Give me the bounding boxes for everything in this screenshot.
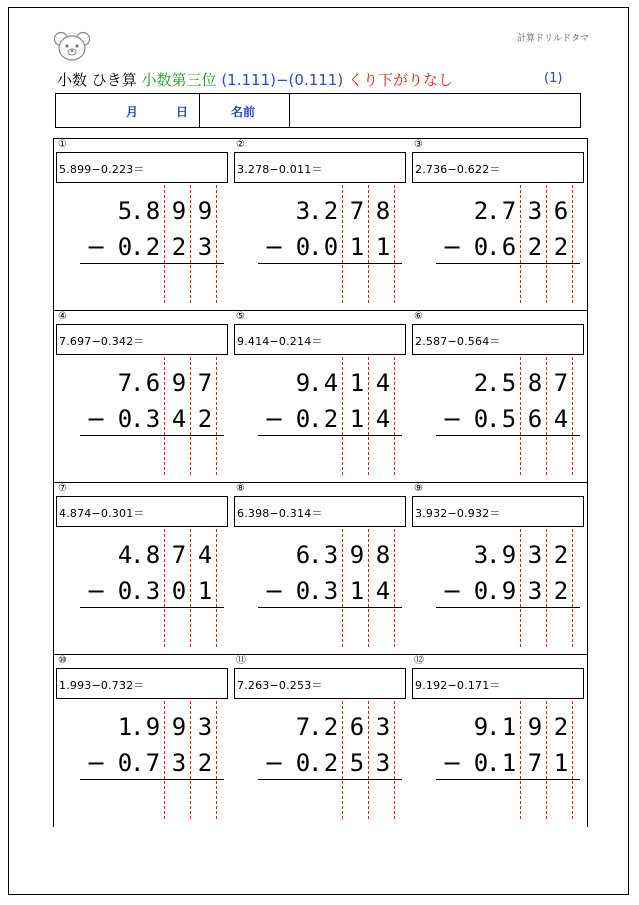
problem-cell bbox=[410, 483, 588, 655]
minuend-digit: 9 bbox=[171, 369, 187, 397]
answer-line bbox=[436, 779, 580, 780]
subtrahend-digit: 0 bbox=[295, 233, 311, 261]
month-label: 月 bbox=[126, 105, 139, 119]
minuend-digit: 7 bbox=[349, 197, 365, 225]
subtrahend-digit: 9 bbox=[501, 577, 517, 605]
answer-area[interactable] bbox=[80, 611, 224, 647]
bear-face-icon bbox=[52, 30, 92, 62]
subtrahend-digit: 3 bbox=[145, 577, 161, 605]
subtrahend-digit: 3 bbox=[323, 577, 339, 605]
minuend-digit: 6 bbox=[349, 713, 365, 741]
problem-expression: 7.263−0.253＝ bbox=[234, 668, 406, 699]
problem-expression: 7.697−0.342＝ bbox=[56, 324, 228, 355]
minuend-digit: 4 bbox=[323, 369, 339, 397]
problem-cell bbox=[410, 655, 588, 827]
problem-cell bbox=[232, 311, 410, 483]
minuend-digit: 2 bbox=[323, 713, 339, 741]
problem-expression: 9.414−0.214＝ bbox=[234, 324, 406, 355]
answer-area[interactable] bbox=[258, 267, 402, 303]
minuend-digit: 7 bbox=[501, 197, 517, 225]
decimal-point: . bbox=[130, 369, 145, 397]
minuend-digit: 6 bbox=[295, 541, 311, 569]
subtrahend-digit: 1 bbox=[501, 749, 517, 777]
problem-grid bbox=[53, 138, 588, 827]
minuend-digit: 9 bbox=[295, 369, 311, 397]
minus-sign: − bbox=[264, 577, 285, 605]
decimal-point: . bbox=[130, 541, 145, 569]
minuend-digit: 3 bbox=[295, 197, 311, 225]
subtrahend-digit: 0 bbox=[117, 749, 133, 777]
minus-sign: − bbox=[442, 405, 463, 433]
minuend-digit: 7 bbox=[197, 369, 213, 397]
minus-sign: − bbox=[442, 577, 463, 605]
minuend-digit: 2 bbox=[553, 541, 569, 569]
answer-line bbox=[80, 263, 224, 264]
subtrahend-digit: 2 bbox=[171, 233, 187, 261]
decimal-point: . bbox=[308, 749, 323, 777]
problem-expression: 9.192−0.171＝ bbox=[412, 668, 584, 699]
subtrahend-digit: 4 bbox=[171, 405, 187, 433]
title-format: (1.111)−(0.111) bbox=[221, 71, 348, 89]
decimal-point: . bbox=[130, 405, 145, 433]
decimal-point: . bbox=[308, 541, 323, 569]
problem-number: ④ bbox=[58, 311, 67, 322]
answer-line bbox=[258, 607, 402, 608]
subtrahend-digit: 0 bbox=[473, 749, 489, 777]
problem-cell bbox=[410, 311, 588, 483]
minuend-digit: 8 bbox=[375, 541, 391, 569]
problem-cell bbox=[232, 655, 410, 827]
subtrahend-digit: 6 bbox=[527, 405, 543, 433]
answer-area[interactable] bbox=[436, 783, 580, 819]
answer-area[interactable] bbox=[80, 439, 224, 475]
subtrahend-digit: 3 bbox=[171, 749, 187, 777]
minuend-digit: 8 bbox=[527, 369, 543, 397]
minus-sign: − bbox=[86, 233, 107, 261]
subtrahend-digit: 3 bbox=[145, 405, 161, 433]
answer-line bbox=[80, 779, 224, 780]
minus-sign: − bbox=[86, 577, 107, 605]
minuend-digit: 9 bbox=[145, 713, 161, 741]
subtrahend-digit: 2 bbox=[323, 749, 339, 777]
subtrahend-digit: 1 bbox=[349, 405, 365, 433]
decimal-point: . bbox=[308, 713, 323, 741]
subtrahend-digit: 0 bbox=[295, 577, 311, 605]
subtrahend-digit: 0 bbox=[117, 405, 133, 433]
worksheet-title bbox=[57, 69, 453, 90]
title-level: 小数第三位 bbox=[141, 71, 222, 89]
subtrahend-digit: 3 bbox=[197, 233, 213, 261]
minuend-digit: 7 bbox=[295, 713, 311, 741]
minuend-digit: 9 bbox=[501, 541, 517, 569]
decimal-point: . bbox=[308, 405, 323, 433]
subtrahend-digit: 5 bbox=[501, 405, 517, 433]
problem-expression: 2.736−0.622＝ bbox=[412, 152, 584, 183]
answer-area[interactable] bbox=[80, 783, 224, 819]
minus-sign: − bbox=[442, 749, 463, 777]
answer-area[interactable] bbox=[258, 439, 402, 475]
answer-area[interactable] bbox=[258, 783, 402, 819]
subtrahend-digit: 0 bbox=[117, 233, 133, 261]
minuend-digit: 3 bbox=[375, 713, 391, 741]
problem-cell bbox=[232, 139, 410, 311]
subtrahend-digit: 2 bbox=[553, 577, 569, 605]
answer-line bbox=[80, 435, 224, 436]
problem-number: ② bbox=[236, 139, 245, 150]
answer-area[interactable] bbox=[436, 611, 580, 647]
minuend-digit: 3 bbox=[527, 197, 543, 225]
subtrahend-digit: 2 bbox=[323, 405, 339, 433]
minuend-digit: 7 bbox=[117, 369, 133, 397]
minuend-digit: 8 bbox=[145, 197, 161, 225]
subtrahend-digit: 0 bbox=[323, 233, 339, 261]
decimal-point: . bbox=[308, 577, 323, 605]
answer-area[interactable] bbox=[80, 267, 224, 303]
subtrahend-digit: 2 bbox=[197, 405, 213, 433]
subtrahend-digit: 2 bbox=[553, 233, 569, 261]
problem-expression: 1.993−0.732＝ bbox=[56, 668, 228, 699]
minuend-digit: 8 bbox=[375, 197, 391, 225]
minus-sign: − bbox=[264, 233, 285, 261]
subtrahend-digit: 2 bbox=[197, 749, 213, 777]
minuend-digit: 9 bbox=[171, 197, 187, 225]
title-topic: 小数 ひき算 bbox=[57, 71, 142, 89]
problem-number: ⑩ bbox=[58, 655, 67, 666]
sheet-number: (1) bbox=[544, 71, 563, 86]
minuend-digit: 3 bbox=[323, 541, 339, 569]
minuend-digit: 9 bbox=[473, 713, 489, 741]
minuend-digit: 9 bbox=[349, 541, 365, 569]
problem-number: ⑦ bbox=[58, 483, 67, 494]
decimal-point: . bbox=[130, 233, 145, 261]
problem-expression: 4.874−0.301＝ bbox=[56, 496, 228, 527]
subtrahend-digit: 0 bbox=[295, 749, 311, 777]
minuend-digit: 3 bbox=[197, 713, 213, 741]
answer-area[interactable] bbox=[436, 267, 580, 303]
decimal-point: . bbox=[130, 197, 145, 225]
decimal-point: . bbox=[486, 713, 501, 741]
minus-sign: − bbox=[86, 405, 107, 433]
day-label: 日 bbox=[176, 105, 189, 119]
subtrahend-digit: 1 bbox=[349, 577, 365, 605]
minus-sign: − bbox=[442, 233, 463, 261]
answer-line bbox=[80, 607, 224, 608]
minus-sign: − bbox=[264, 405, 285, 433]
minuend-digit: 9 bbox=[171, 713, 187, 741]
problem-expression: 2.587−0.564＝ bbox=[412, 324, 584, 355]
subtrahend-digit: 2 bbox=[145, 233, 161, 261]
minuend-digit: 5 bbox=[117, 197, 133, 225]
minuend-digit: 4 bbox=[197, 541, 213, 569]
problem-number: ⑥ bbox=[414, 311, 423, 322]
minuend-digit: 4 bbox=[117, 541, 133, 569]
answer-line bbox=[258, 263, 402, 264]
problem-number: ① bbox=[58, 139, 67, 150]
problem-cell bbox=[54, 311, 232, 483]
problem-cell bbox=[54, 483, 232, 655]
problem-number: ⑧ bbox=[236, 483, 245, 494]
minuend-digit: 6 bbox=[553, 197, 569, 225]
subtrahend-digit: 3 bbox=[527, 577, 543, 605]
subtrahend-digit: 0 bbox=[473, 405, 489, 433]
minuend-digit: 9 bbox=[197, 197, 213, 225]
minuend-digit: 2 bbox=[473, 197, 489, 225]
minuend-digit: 8 bbox=[145, 541, 161, 569]
subtrahend-digit: 7 bbox=[145, 749, 161, 777]
decimal-point: . bbox=[486, 541, 501, 569]
decimal-point: . bbox=[486, 749, 501, 777]
answer-line bbox=[436, 607, 580, 608]
name-field[interactable] bbox=[290, 94, 580, 127]
decimal-point: . bbox=[486, 405, 501, 433]
answer-line bbox=[258, 435, 402, 436]
minuend-digit: 3 bbox=[473, 541, 489, 569]
subtrahend-digit: 0 bbox=[171, 577, 187, 605]
decimal-point: . bbox=[486, 197, 501, 225]
problem-expression: 5.899−0.223＝ bbox=[56, 152, 228, 183]
problem-cell bbox=[232, 483, 410, 655]
minuend-digit: 7 bbox=[171, 541, 187, 569]
name-date-box bbox=[55, 93, 581, 128]
problem-cell bbox=[410, 139, 588, 311]
decimal-point: . bbox=[486, 369, 501, 397]
problem-number: ③ bbox=[414, 139, 423, 150]
answer-line bbox=[436, 263, 580, 264]
divider bbox=[199, 94, 200, 127]
brand-label: 計算ドリルドタマ bbox=[516, 34, 589, 44]
subtrahend-digit: 1 bbox=[197, 577, 213, 605]
minuend-digit: 2 bbox=[473, 369, 489, 397]
minuend-digit: 2 bbox=[323, 197, 339, 225]
title-condition: くり下がりなし bbox=[347, 71, 453, 89]
problem-number: ⑤ bbox=[236, 311, 245, 322]
subtrahend-digit: 1 bbox=[553, 749, 569, 777]
subtrahend-digit: 1 bbox=[375, 233, 391, 261]
problem-cell bbox=[54, 139, 232, 311]
problem-number: ⑪ bbox=[236, 655, 246, 666]
minuend-digit: 6 bbox=[145, 369, 161, 397]
problem-expression: 6.398−0.314＝ bbox=[234, 496, 406, 527]
problem-number: ⑫ bbox=[414, 655, 424, 666]
subtrahend-digit: 6 bbox=[501, 233, 517, 261]
minuend-digit: 7 bbox=[553, 369, 569, 397]
subtrahend-digit: 4 bbox=[375, 405, 391, 433]
decimal-point: . bbox=[130, 713, 145, 741]
subtrahend-digit: 4 bbox=[553, 405, 569, 433]
decimal-point: . bbox=[308, 233, 323, 261]
minuend-digit: 5 bbox=[501, 369, 517, 397]
decimal-point: . bbox=[308, 369, 323, 397]
decimal-point: . bbox=[130, 577, 145, 605]
minuend-digit: 3 bbox=[527, 541, 543, 569]
minuend-digit: 9 bbox=[527, 713, 543, 741]
minus-sign: − bbox=[264, 749, 285, 777]
answer-line bbox=[436, 435, 580, 436]
problem-expression: 3.278−0.011＝ bbox=[234, 152, 406, 183]
answer-area[interactable] bbox=[436, 439, 580, 475]
decimal-point: . bbox=[130, 749, 145, 777]
minuend-digit: 1 bbox=[501, 713, 517, 741]
minuend-digit: 1 bbox=[349, 369, 365, 397]
decimal-point: . bbox=[486, 233, 501, 261]
problem-cell bbox=[54, 655, 232, 827]
minuend-digit: 2 bbox=[553, 713, 569, 741]
subtrahend-digit: 2 bbox=[527, 233, 543, 261]
name-label: 名前 bbox=[231, 105, 256, 119]
subtrahend-digit: 0 bbox=[295, 405, 311, 433]
decimal-point: . bbox=[486, 577, 501, 605]
decimal-point: . bbox=[308, 197, 323, 225]
subtrahend-digit: 0 bbox=[473, 233, 489, 261]
minus-sign: − bbox=[86, 749, 107, 777]
answer-area[interactable] bbox=[258, 611, 402, 647]
minuend-digit: 4 bbox=[375, 369, 391, 397]
subtrahend-digit: 0 bbox=[117, 577, 133, 605]
minuend-digit: 1 bbox=[117, 713, 133, 741]
answer-line bbox=[258, 779, 402, 780]
problem-expression: 3.932−0.932＝ bbox=[412, 496, 584, 527]
subtrahend-digit: 3 bbox=[375, 749, 391, 777]
subtrahend-digit: 5 bbox=[349, 749, 365, 777]
subtrahend-digit: 1 bbox=[349, 233, 365, 261]
problem-number: ⑨ bbox=[414, 483, 423, 494]
subtrahend-digit: 7 bbox=[527, 749, 543, 777]
subtrahend-digit: 0 bbox=[473, 577, 489, 605]
subtrahend-digit: 4 bbox=[375, 577, 391, 605]
